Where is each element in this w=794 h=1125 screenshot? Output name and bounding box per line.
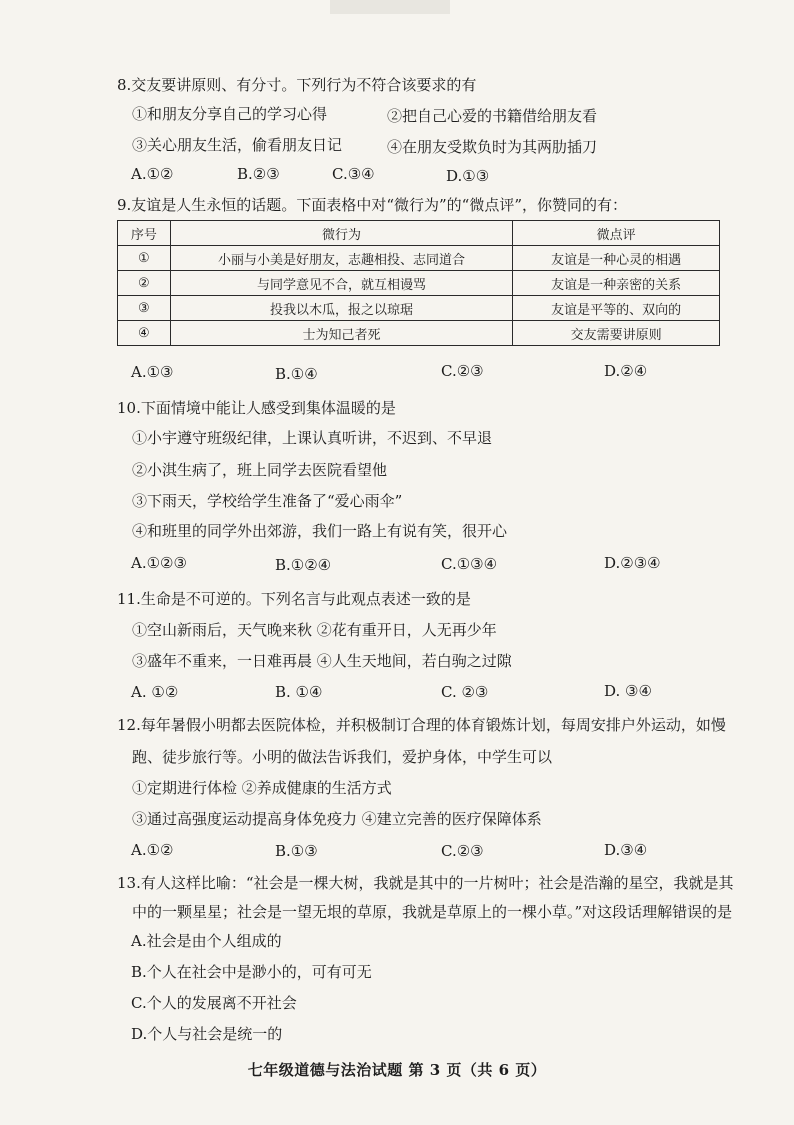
table-cell: ② — [118, 271, 171, 296]
table-cell: 友谊是平等的、双向的 — [513, 296, 720, 321]
question-13-stem-line-1: 13.有人这样比喻：“社会是一棵大树，我就是其中的一片树叶；社会是浩瀚的星空，我就是其 — [117, 874, 734, 892]
question-13-stem-line-2: 中的一颗星星；社会是一望无垠的草原，我就是草原上的一棵小草。”对这段话理解错误的是 — [132, 903, 733, 921]
question-8-stem: 8.交友要讲原则、有分寸。下列行为不符合该要求的有 — [117, 76, 477, 94]
q10-item-4: ④和班里的同学外出郊游，我们一路上有说有笑，很开心 — [132, 522, 508, 540]
question-9-stem: 9.友谊是人生永恒的话题。下面表格中对“微行为”的“微点评”，你赞同的有： — [117, 196, 627, 214]
q10-option-a: A.①②③ — [131, 554, 187, 572]
q13-option-d: D.个人与社会是统一的 — [131, 1025, 283, 1043]
q12-items-line-1: ①定期进行体检 ②养成健康的生活方式 — [132, 779, 392, 797]
q10-item-3: ③下雨天，学校给学生准备了“爱心雨伞” — [132, 492, 403, 510]
q8-item-4: ④在朋友受欺负时为其两肋插刀 — [387, 138, 598, 156]
q13-option-a: A.社会是由个人组成的 — [131, 932, 282, 950]
table-cell: 与同学意见不合，就互相谩骂 — [170, 271, 513, 296]
q8-item-3: ③关心朋友生活，偷看朋友日记 — [132, 136, 343, 154]
page-footer: 七年级道德与法治试题 第 3 页（共 6 页） — [247, 1061, 547, 1079]
q12-option-a: A.①② — [131, 841, 174, 859]
q8-option-a: A.①② — [131, 165, 174, 183]
table-cell: ④ — [118, 321, 171, 346]
q9-option-a: A.①③ — [131, 363, 174, 381]
q9-table — [117, 220, 720, 346]
q9-option-c: C.②③ — [441, 362, 484, 380]
table-cell: ③ — [118, 296, 171, 321]
q8-option-b: B.②③ — [237, 165, 280, 183]
q11-items-line-2: ③盛年不重来，一日难再晨 ④人生天地间，若白驹之过隙 — [132, 652, 512, 670]
q12-option-c: C.②③ — [441, 842, 484, 860]
table-row — [118, 296, 720, 321]
q13-option-b: B.个人在社会中是渺小的，可有可无 — [131, 963, 372, 981]
q12-option-d: D.③④ — [604, 841, 648, 859]
q11-option-a: A. ①② — [131, 683, 179, 701]
question-10-stem: 10.下面情境中能让人感受到集体温暖的是 — [117, 399, 396, 417]
q11-items-line-1: ①空山新雨后，天气晚来秋 ②花有重开日，人无再少年 — [132, 621, 497, 639]
question-12-stem-line-2: 跑、徒步旅行等。小明的做法告诉我们，爱护身体，中学生可以 — [132, 748, 553, 766]
table-cell: 友谊是一种亲密的关系 — [513, 271, 720, 296]
q9-option-d: D.②④ — [604, 362, 648, 380]
table-header-row — [118, 221, 720, 246]
q11-option-d: D. ③④ — [604, 682, 652, 700]
table-cell: 投我以木瓜，报之以琼琚 — [170, 296, 513, 321]
table-cell: 士为知己者死 — [170, 321, 513, 346]
q13-option-c: C.个人的发展离不开社会 — [131, 994, 297, 1012]
q10-item-1: ①小宇遵守班级纪律，上课认真听讲，不迟到、不早退 — [132, 429, 493, 447]
question-12-stem-line-1: 12.每年暑假小明都去医院体检，并积极制订合理的体育锻炼计划，每周安排户外运动，如慢 — [117, 716, 726, 734]
q8-item-1: ①和朋友分享自己的学习心得 — [132, 105, 328, 123]
q10-option-c: C.①③④ — [441, 555, 498, 573]
table-cell: 友谊是一种心灵的相遇 — [513, 246, 720, 271]
q12-items-line-2: ③通过高强度运动提高身体免疫力 ④建立完善的医疗保障体系 — [132, 810, 542, 828]
table-row — [118, 271, 720, 296]
table-header: 微点评 — [513, 221, 720, 246]
table-header: 微行为 — [170, 221, 513, 246]
q9-option-b: B.①④ — [275, 365, 318, 383]
table-row — [118, 321, 720, 346]
q11-option-b: B. ①④ — [275, 683, 323, 701]
table-row — [118, 246, 720, 271]
q8-item-2: ②把自己心爱的书籍借给朋友看 — [387, 107, 598, 125]
question-11-stem: 11.生命是不可逆的。下列名言与此观点表述一致的是 — [117, 590, 471, 608]
table-cell: ① — [118, 246, 171, 271]
table-cell: 交友需要讲原则 — [513, 321, 720, 346]
q10-item-2: ②小淇生病了，班上同学去医院看望他 — [132, 461, 388, 479]
q12-option-b: B.①③ — [275, 842, 318, 860]
table-header: 序号 — [118, 221, 171, 246]
q10-option-d: D.②③④ — [604, 554, 661, 572]
scan-artifact — [330, 0, 450, 14]
q8-option-c: C.③④ — [332, 165, 375, 183]
q10-option-b: B.①②④ — [275, 556, 332, 574]
table-cell: 小丽与小美是好朋友，志趣相投、志同道合 — [170, 246, 513, 271]
q8-option-d: D.①③ — [446, 167, 490, 185]
q11-option-c: C. ②③ — [441, 683, 489, 701]
